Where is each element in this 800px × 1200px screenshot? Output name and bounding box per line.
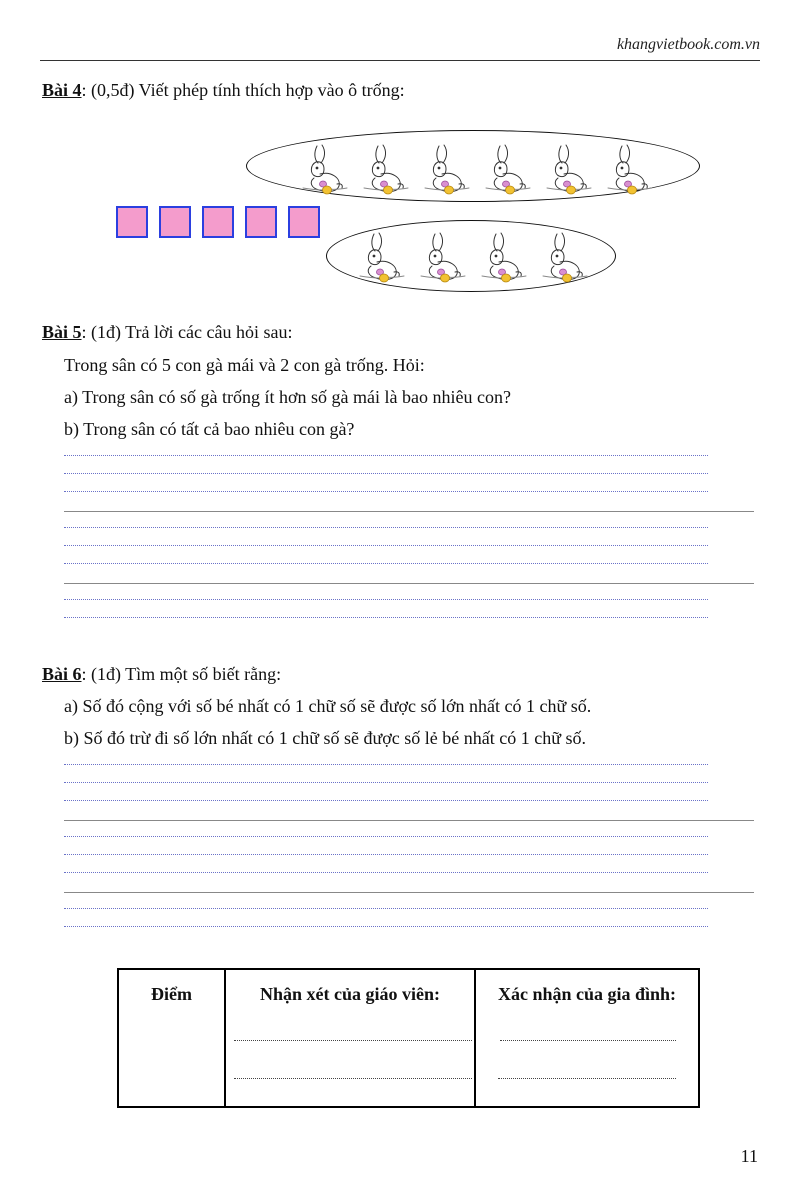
bai6-text: : (1đ) Tìm một số biết rằng: — [81, 664, 282, 684]
bai6-line-b: b) Số đó trừ đi số lớn nhất có 1 chữ số sẽ được số lẻ bé nhất có 1 chữ số. — [64, 728, 586, 748]
answer-solid-line — [64, 511, 754, 512]
answer-dotted-line — [64, 854, 708, 855]
answer-dotted-line — [64, 455, 708, 456]
bai5-line-b: b) Trong sân có tất cả bao nhiêu con gà? — [64, 419, 355, 439]
score-label: Điểm — [151, 984, 192, 1004]
rabbit-icon — [415, 140, 471, 201]
answer-dotted-line — [64, 473, 708, 474]
answer-solid-line — [64, 892, 754, 893]
answer-dotted-line — [64, 800, 708, 801]
rabbit-icon — [293, 140, 349, 201]
rabbit-icon — [354, 140, 410, 201]
teacher-comment-line — [234, 1040, 472, 1041]
site-name: khangvietbook.com.vn — [616, 36, 760, 53]
bai6-label: Bài 6 — [42, 664, 82, 684]
score-table — [117, 968, 700, 1108]
teacher-comment-cell[interactable] — [225, 969, 475, 1107]
page-number: 11 — [740, 1146, 758, 1166]
bai5-text: : (1đ) Trả lời các câu hỏi sau: — [81, 322, 293, 342]
teacher-comment-label: Nhận xét của giáo viên: — [260, 984, 440, 1004]
rabbit-icon — [533, 228, 589, 289]
answer-dotted-line — [64, 563, 708, 564]
answer-dotted-line — [64, 782, 708, 783]
rabbit-icon — [598, 140, 654, 201]
answer-dotted-line — [64, 836, 708, 837]
answer-dotted-line — [64, 617, 708, 618]
family-confirm-line — [500, 1040, 676, 1041]
bai6-line-a: a) Số đó cộng với số bé nhất có 1 chữ số sẽ được số lớn nhất có 1 chữ số. — [64, 696, 592, 716]
bai4-text: : (0,5đ) Viết phép tính thích hợp vào ô trống: — [81, 80, 405, 100]
family-confirm-label: Xác nhận của gia đình: — [497, 984, 677, 1004]
bai5-heading — [42, 322, 293, 343]
answer-dotted-line — [64, 527, 708, 528]
rabbit-icon — [350, 228, 406, 289]
bai4-heading — [42, 80, 405, 101]
header-rule — [40, 60, 760, 61]
answer-box-2[interactable] — [159, 206, 191, 238]
answer-box-1[interactable] — [116, 206, 148, 238]
answer-dotted-line — [64, 491, 708, 492]
family-confirm-cell[interactable] — [475, 969, 699, 1107]
rabbit-icon — [537, 140, 593, 201]
bai6-heading — [42, 664, 281, 685]
answer-dotted-line — [64, 926, 708, 927]
answer-dotted-line — [64, 908, 708, 909]
answer-solid-line — [64, 820, 754, 821]
rabbit-icon — [411, 228, 467, 289]
bai4-label: Bài 4 — [42, 80, 82, 100]
answer-dotted-line — [64, 599, 708, 600]
answer-box-4[interactable] — [245, 206, 277, 238]
answer-box-5[interactable] — [288, 206, 320, 238]
answer-dotted-line — [64, 872, 708, 873]
bai5-label: Bài 5 — [42, 322, 82, 342]
family-confirm-line — [498, 1078, 676, 1079]
rabbit-icon — [476, 140, 532, 201]
rabbit-icon — [472, 228, 528, 289]
teacher-comment-line — [234, 1078, 472, 1079]
score-cell[interactable] — [118, 969, 225, 1107]
answer-dotted-line — [64, 545, 708, 546]
answer-dotted-line — [64, 764, 708, 765]
answer-box-3[interactable] — [202, 206, 234, 238]
bai5-line-a: a) Trong sân có số gà trống ít hơn số gà mái là bao nhiêu con? — [64, 387, 511, 407]
bai5-line-intro: Trong sân có 5 con gà mái và 2 con gà trống. Hỏi: — [64, 355, 425, 375]
answer-solid-line — [64, 583, 754, 584]
